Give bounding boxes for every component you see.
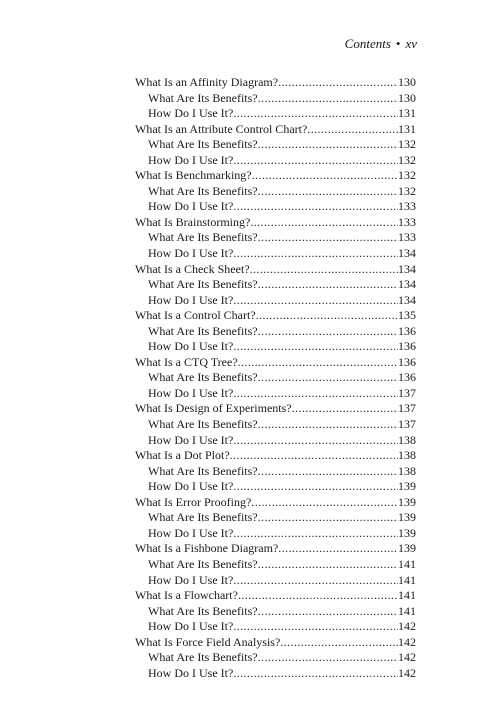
toc-subentry[interactable]	[135, 277, 416, 293]
toc-page-number: 142	[398, 665, 416, 680]
toc-dot-leader	[233, 246, 398, 262]
toc-entry-label: What Is an Affinity Diagram?	[135, 75, 279, 89]
toc-dot-leader	[258, 91, 398, 107]
toc-dot-leader	[278, 541, 398, 557]
toc-dot-leader	[233, 526, 398, 542]
toc-page-number: 132	[398, 152, 416, 167]
toc-dot-leader	[233, 339, 398, 355]
toc-subentry[interactable]	[135, 199, 416, 215]
toc-dot-leader	[238, 588, 398, 604]
toc-page-number: 133	[398, 199, 416, 214]
toc-entry[interactable]	[135, 168, 416, 184]
toc-entry-label: What Is a Flowchart?	[135, 588, 238, 603]
toc-dot-leader	[258, 557, 398, 573]
toc-page-number: 139	[398, 494, 416, 509]
toc-entry-label: How Do I Use It?	[148, 619, 234, 634]
toc-subentry[interactable]	[135, 137, 416, 153]
toc-page-number: 133	[398, 214, 416, 229]
table-of-contents	[135, 75, 416, 681]
toc-entry-label: How Do I Use It?	[148, 432, 234, 447]
toc-entry-label: What Is Error Proofing?	[135, 494, 252, 509]
toc-entry[interactable]	[135, 308, 416, 324]
toc-entry-label: What Are Its Benefits?	[148, 603, 258, 618]
toc-entry-label: What Are Its Benefits?	[148, 323, 258, 338]
toc-subentry[interactable]	[135, 510, 416, 526]
toc-page-number: 142	[398, 650, 416, 665]
toc-entry-label: What Is a Check Sheet?	[135, 261, 250, 276]
toc-page-number: 136	[398, 339, 416, 354]
toc-page-number: 134	[398, 277, 416, 292]
toc-page-number: 133	[398, 230, 416, 245]
toc-dot-leader	[258, 324, 398, 340]
toc-subentry[interactable]	[135, 650, 416, 666]
toc-page-number: 132	[398, 137, 416, 152]
toc-subentry[interactable]	[135, 324, 416, 340]
toc-page-number: 138	[398, 463, 416, 478]
toc-entry-label: What Are Its Benefits?	[148, 417, 258, 432]
toc-page-number: 136	[398, 354, 416, 369]
toc-page-number: 141	[398, 588, 416, 603]
toc-entry[interactable]	[135, 401, 416, 417]
toc-dot-leader	[252, 168, 398, 184]
toc-subentry[interactable]	[135, 619, 416, 635]
toc-dot-leader	[233, 666, 398, 682]
toc-entry-label: What Is Benchmarking?	[135, 168, 252, 183]
toc-entry-label: How Do I Use It?	[148, 339, 234, 354]
toc-entry-label: How Do I Use It?	[148, 246, 234, 261]
toc-entry-label: How Do I Use It?	[148, 665, 234, 680]
toc-dot-leader	[233, 619, 398, 635]
toc-page-number: 137	[398, 417, 416, 432]
toc-subentry[interactable]	[135, 153, 416, 169]
toc-dot-leader	[230, 448, 398, 464]
toc-entry-label: What Are Its Benefits?	[148, 370, 258, 385]
toc-subentry[interactable]	[135, 106, 416, 122]
toc-entry[interactable]	[135, 75, 416, 91]
toc-subentry[interactable]	[135, 666, 416, 682]
toc-entry[interactable]	[135, 122, 416, 138]
toc-page-number: 138	[398, 432, 416, 447]
toc-entry-label: What Are Its Benefits?	[148, 650, 258, 665]
toc-page-number: 136	[398, 323, 416, 338]
toc-entry-label: What Are Its Benefits?	[148, 137, 258, 152]
toc-entry-label: What Is a Dot Plot?	[135, 448, 230, 463]
toc-entry[interactable]	[135, 588, 416, 604]
toc-page-number: 130	[398, 75, 416, 89]
toc-entry-label: What Are Its Benefits?	[148, 277, 258, 292]
toc-dot-leader	[233, 386, 398, 402]
toc-entry-label: How Do I Use It?	[148, 292, 234, 307]
toc-page-number: 138	[398, 448, 416, 463]
toc-page-number: 130	[398, 90, 416, 105]
toc-page-number: 137	[398, 385, 416, 400]
toc-subentry[interactable]	[135, 386, 416, 402]
toc-entry-label: What Is Force Field Analysis?	[135, 634, 281, 649]
toc-dot-leader	[258, 604, 398, 620]
toc-entry-label: How Do I Use It?	[148, 572, 234, 587]
toc-page-number: 141	[398, 556, 416, 571]
toc-page-number: 142	[398, 619, 416, 634]
toc-dot-leader	[233, 153, 398, 169]
toc-entry[interactable]	[135, 355, 416, 371]
toc-subentry[interactable]	[135, 557, 416, 573]
toc-entry-label: What Is an Attribute Control Chart?	[135, 121, 308, 136]
toc-entry[interactable]	[135, 215, 416, 231]
toc-page-number: 132	[398, 168, 416, 183]
toc-entry-label: What Is a Fishbone Diagram?	[135, 541, 279, 556]
toc-dot-leader	[292, 401, 398, 417]
toc-dot-leader	[258, 277, 398, 293]
toc-entry-label: What Is Brainstorming?	[135, 214, 251, 229]
toc-page-number: 141	[398, 603, 416, 618]
toc-entry-label: What Is a Control Chart?	[135, 308, 256, 323]
toc-page-number: 132	[398, 183, 416, 198]
toc-entry-label: How Do I Use It?	[148, 106, 234, 121]
toc-page-number: 134	[398, 261, 416, 276]
toc-subentry[interactable]	[135, 417, 416, 433]
toc-entry-label: What Are Its Benefits?	[148, 230, 258, 245]
toc-page-number: 136	[398, 370, 416, 385]
toc-page-number: 142	[398, 634, 416, 649]
toc-entry[interactable]	[135, 635, 416, 651]
toc-dot-leader	[278, 75, 398, 91]
toc-dot-leader	[307, 122, 398, 138]
toc-dot-leader	[233, 479, 398, 495]
running-head-page-number: xv	[405, 36, 417, 51]
toc-dot-leader	[233, 293, 398, 309]
toc-page-number: 134	[398, 292, 416, 307]
toc-dot-leader	[233, 573, 398, 589]
toc-entry-label: What Is Design of Experiments?	[135, 401, 292, 416]
toc-entry[interactable]	[135, 541, 416, 557]
toc-subentry[interactable]	[135, 573, 416, 589]
toc-page-number: 135	[398, 308, 416, 323]
toc-entry-label: How Do I Use It?	[148, 385, 234, 400]
toc-entry-label: How Do I Use It?	[148, 152, 234, 167]
toc-page-number: 131	[398, 121, 416, 136]
toc-dot-leader	[258, 510, 398, 526]
toc-page-number: 134	[398, 246, 416, 261]
toc-entry-label: What Are Its Benefits?	[148, 510, 258, 525]
toc-entry-label: What Are Its Benefits?	[148, 90, 258, 105]
toc-dot-leader	[238, 355, 398, 371]
toc-entry-label: How Do I Use It?	[148, 199, 234, 214]
toc-dot-leader	[258, 464, 398, 480]
toc-page-number: 139	[398, 510, 416, 525]
toc-entry-label: How Do I Use It?	[148, 525, 234, 540]
running-head-title: Contents	[344, 36, 391, 51]
toc-dot-leader	[258, 230, 398, 246]
toc-subentry[interactable]	[135, 184, 416, 200]
toc-entry[interactable]	[135, 448, 416, 464]
toc-entry-label: What Are Its Benefits?	[148, 183, 258, 198]
toc-subentry[interactable]	[135, 91, 416, 107]
toc-entry-label: How Do I Use It?	[148, 479, 234, 494]
toc-dot-leader	[250, 215, 398, 231]
toc-dot-leader	[233, 106, 398, 122]
toc-dot-leader	[258, 137, 398, 153]
toc-dot-leader	[251, 495, 398, 511]
toc-dot-leader	[250, 262, 398, 278]
toc-subentry[interactable]	[135, 293, 416, 309]
toc-subentry[interactable]	[135, 230, 416, 246]
toc-subentry[interactable]	[135, 526, 416, 542]
toc-dot-leader	[258, 184, 398, 200]
toc-dot-leader	[258, 370, 398, 386]
toc-subentry[interactable]	[135, 479, 416, 495]
toc-dot-leader	[233, 199, 398, 215]
running-head-separator: •	[395, 36, 401, 51]
toc-entry-label: What Is a CTQ Tree?	[135, 354, 238, 369]
toc-dot-leader	[258, 650, 398, 666]
toc-entry[interactable]	[135, 495, 416, 511]
running-head	[345, 36, 417, 52]
toc-subentry[interactable]	[135, 246, 416, 262]
toc-subentry[interactable]	[135, 604, 416, 620]
toc-dot-leader	[233, 433, 398, 449]
toc-entry[interactable]	[135, 262, 416, 278]
toc-dot-leader	[258, 417, 398, 433]
toc-subentry[interactable]	[135, 339, 416, 355]
toc-page-number: 139	[398, 479, 416, 494]
toc-subentry[interactable]	[135, 464, 416, 480]
toc-dot-leader	[280, 635, 398, 651]
toc-entry-label: What Are Its Benefits?	[148, 463, 258, 478]
toc-page-number: 137	[398, 401, 416, 416]
toc-entry-label: What Are Its Benefits?	[148, 556, 258, 571]
toc-subentry[interactable]	[135, 433, 416, 449]
toc-subentry[interactable]	[135, 370, 416, 386]
toc-dot-leader	[256, 308, 398, 324]
toc-page-number: 139	[398, 525, 416, 540]
toc-page-number: 131	[398, 106, 416, 121]
toc-page-number: 139	[398, 541, 416, 556]
toc-page-number: 141	[398, 572, 416, 587]
